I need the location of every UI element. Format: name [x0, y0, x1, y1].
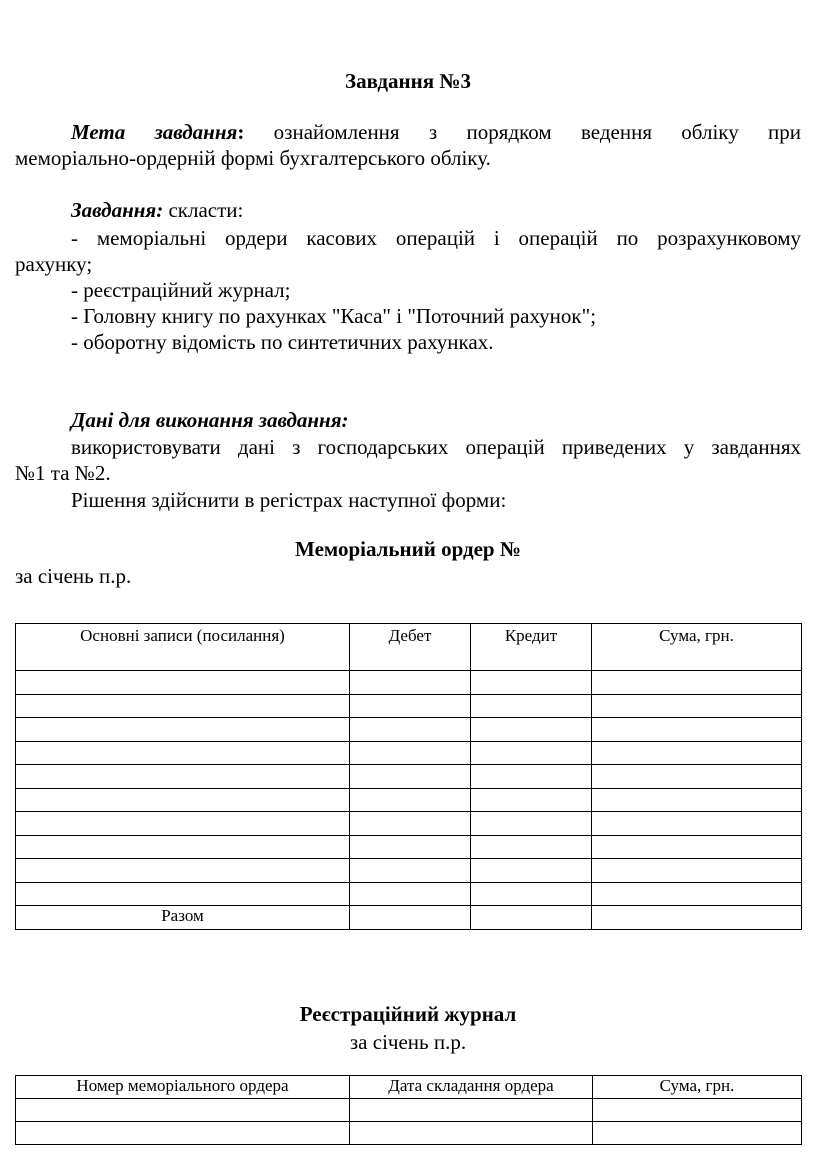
table-cell [592, 882, 802, 906]
memorial-order-title: Меморіальний ордер № [295, 537, 521, 561]
data-section-line-1: використовувати дані з господарських операцій приведених у завданнях [71, 435, 801, 459]
table-cell [350, 718, 471, 742]
table-cell [16, 765, 350, 789]
table-cell [471, 812, 592, 836]
table-header-row [16, 1076, 802, 1099]
table-row [16, 671, 802, 695]
table-cell [16, 718, 350, 742]
journal-title: Реєстраційний журнал [299, 1002, 517, 1026]
journal-table [15, 1075, 802, 1145]
task-item-1-line-2: рахунку; [15, 252, 93, 276]
table-cell [16, 1122, 350, 1145]
table-cell [350, 1122, 593, 1145]
table-cell [592, 671, 802, 695]
table-cell [592, 788, 802, 812]
table-cell [471, 906, 592, 930]
table-cell [471, 835, 592, 859]
table-row [16, 859, 802, 883]
table-row [16, 694, 802, 718]
table-cell [471, 765, 592, 789]
table-cell [471, 694, 592, 718]
table-cell [592, 812, 802, 836]
table-cell [593, 1099, 802, 1122]
table-row [16, 812, 802, 836]
table-total-row [16, 906, 802, 930]
task-item-3: - Головну книгу по рахунках "Каса" і "Поточний рахунок"; [71, 304, 597, 328]
table-cell [16, 859, 350, 883]
table-cell [350, 906, 471, 930]
column-header-entries: Основні записи (посилання) [16, 624, 350, 671]
data-section-line-2: №1 та №2. [15, 461, 111, 485]
task-label: Завдання: [71, 198, 164, 222]
table-row [16, 835, 802, 859]
table-cell [592, 859, 802, 883]
goal-label: Мета завдання [71, 120, 238, 144]
table-cell [16, 882, 350, 906]
table-cell [471, 882, 592, 906]
column-header-order-date: Дата складання ордера [350, 1076, 593, 1099]
task-line [15, 198, 801, 223]
goal-line-1 [15, 120, 801, 145]
document-title: Завдання №3 [345, 69, 471, 93]
column-header-debit: Дебет [350, 624, 471, 671]
table-row [16, 765, 802, 789]
table-row [16, 1122, 802, 1145]
task-item-4: - оборотну відомість по синтетичних рахунках. [71, 330, 494, 354]
table-cell [16, 741, 350, 765]
table-cell [350, 694, 471, 718]
goal-line-2: меморіально-ордерній формі бухгалтерського обліку. [15, 146, 491, 170]
column-header-credit: Кредит [471, 624, 592, 671]
table-cell [471, 741, 592, 765]
column-header-amount: Сума, грн. [593, 1076, 802, 1099]
table-cell [350, 788, 471, 812]
table-cell [350, 671, 471, 695]
table-cell [471, 788, 592, 812]
table-cell [16, 835, 350, 859]
table-cell [592, 694, 802, 718]
table-row [16, 718, 802, 742]
table-header-row [16, 624, 802, 671]
table-cell [593, 1122, 802, 1145]
table-cell [592, 906, 802, 930]
goal-text: ознайомлення з порядком ведення обліку при [244, 120, 802, 144]
table-cell [592, 765, 802, 789]
column-header-amount: Сума, грн. [592, 624, 802, 671]
table-cell [16, 1099, 350, 1122]
table-cell [350, 1099, 593, 1122]
task-item-1-line-1: - меморіальні ордери касових операцій і операцій по розрахунковому [71, 226, 801, 250]
task-item-2: - реєстраційний журнал; [71, 278, 291, 302]
table-row [16, 1099, 802, 1122]
goal-colon: : [237, 120, 245, 144]
table-cell [592, 718, 802, 742]
table-cell [592, 741, 802, 765]
table-row [16, 788, 802, 812]
journal-period: за січень п.р. [349, 1030, 467, 1054]
total-label: Разом [16, 906, 350, 930]
data-section-label: Дані для виконання завдання: [71, 408, 349, 432]
table-cell [16, 694, 350, 718]
table-cell [16, 671, 350, 695]
column-header-order-number: Номер меморіального ордера [16, 1076, 350, 1099]
table-cell [350, 882, 471, 906]
table-cell [471, 718, 592, 742]
table-cell [16, 812, 350, 836]
data-section-line-3: Рішення здійснити в регістрах наступної форми: [71, 488, 507, 512]
table-cell [471, 671, 592, 695]
table-cell [350, 859, 471, 883]
table-row [16, 882, 802, 906]
table-cell [592, 835, 802, 859]
memorial-order-table [15, 623, 802, 930]
memorial-order-period: за січень п.р. [15, 564, 132, 588]
table-cell [350, 765, 471, 789]
table-row [16, 741, 802, 765]
table-cell [350, 812, 471, 836]
table-cell [16, 788, 350, 812]
table-cell [350, 835, 471, 859]
task-text: скласти: [163, 198, 244, 222]
table-cell [350, 741, 471, 765]
table-cell [471, 859, 592, 883]
